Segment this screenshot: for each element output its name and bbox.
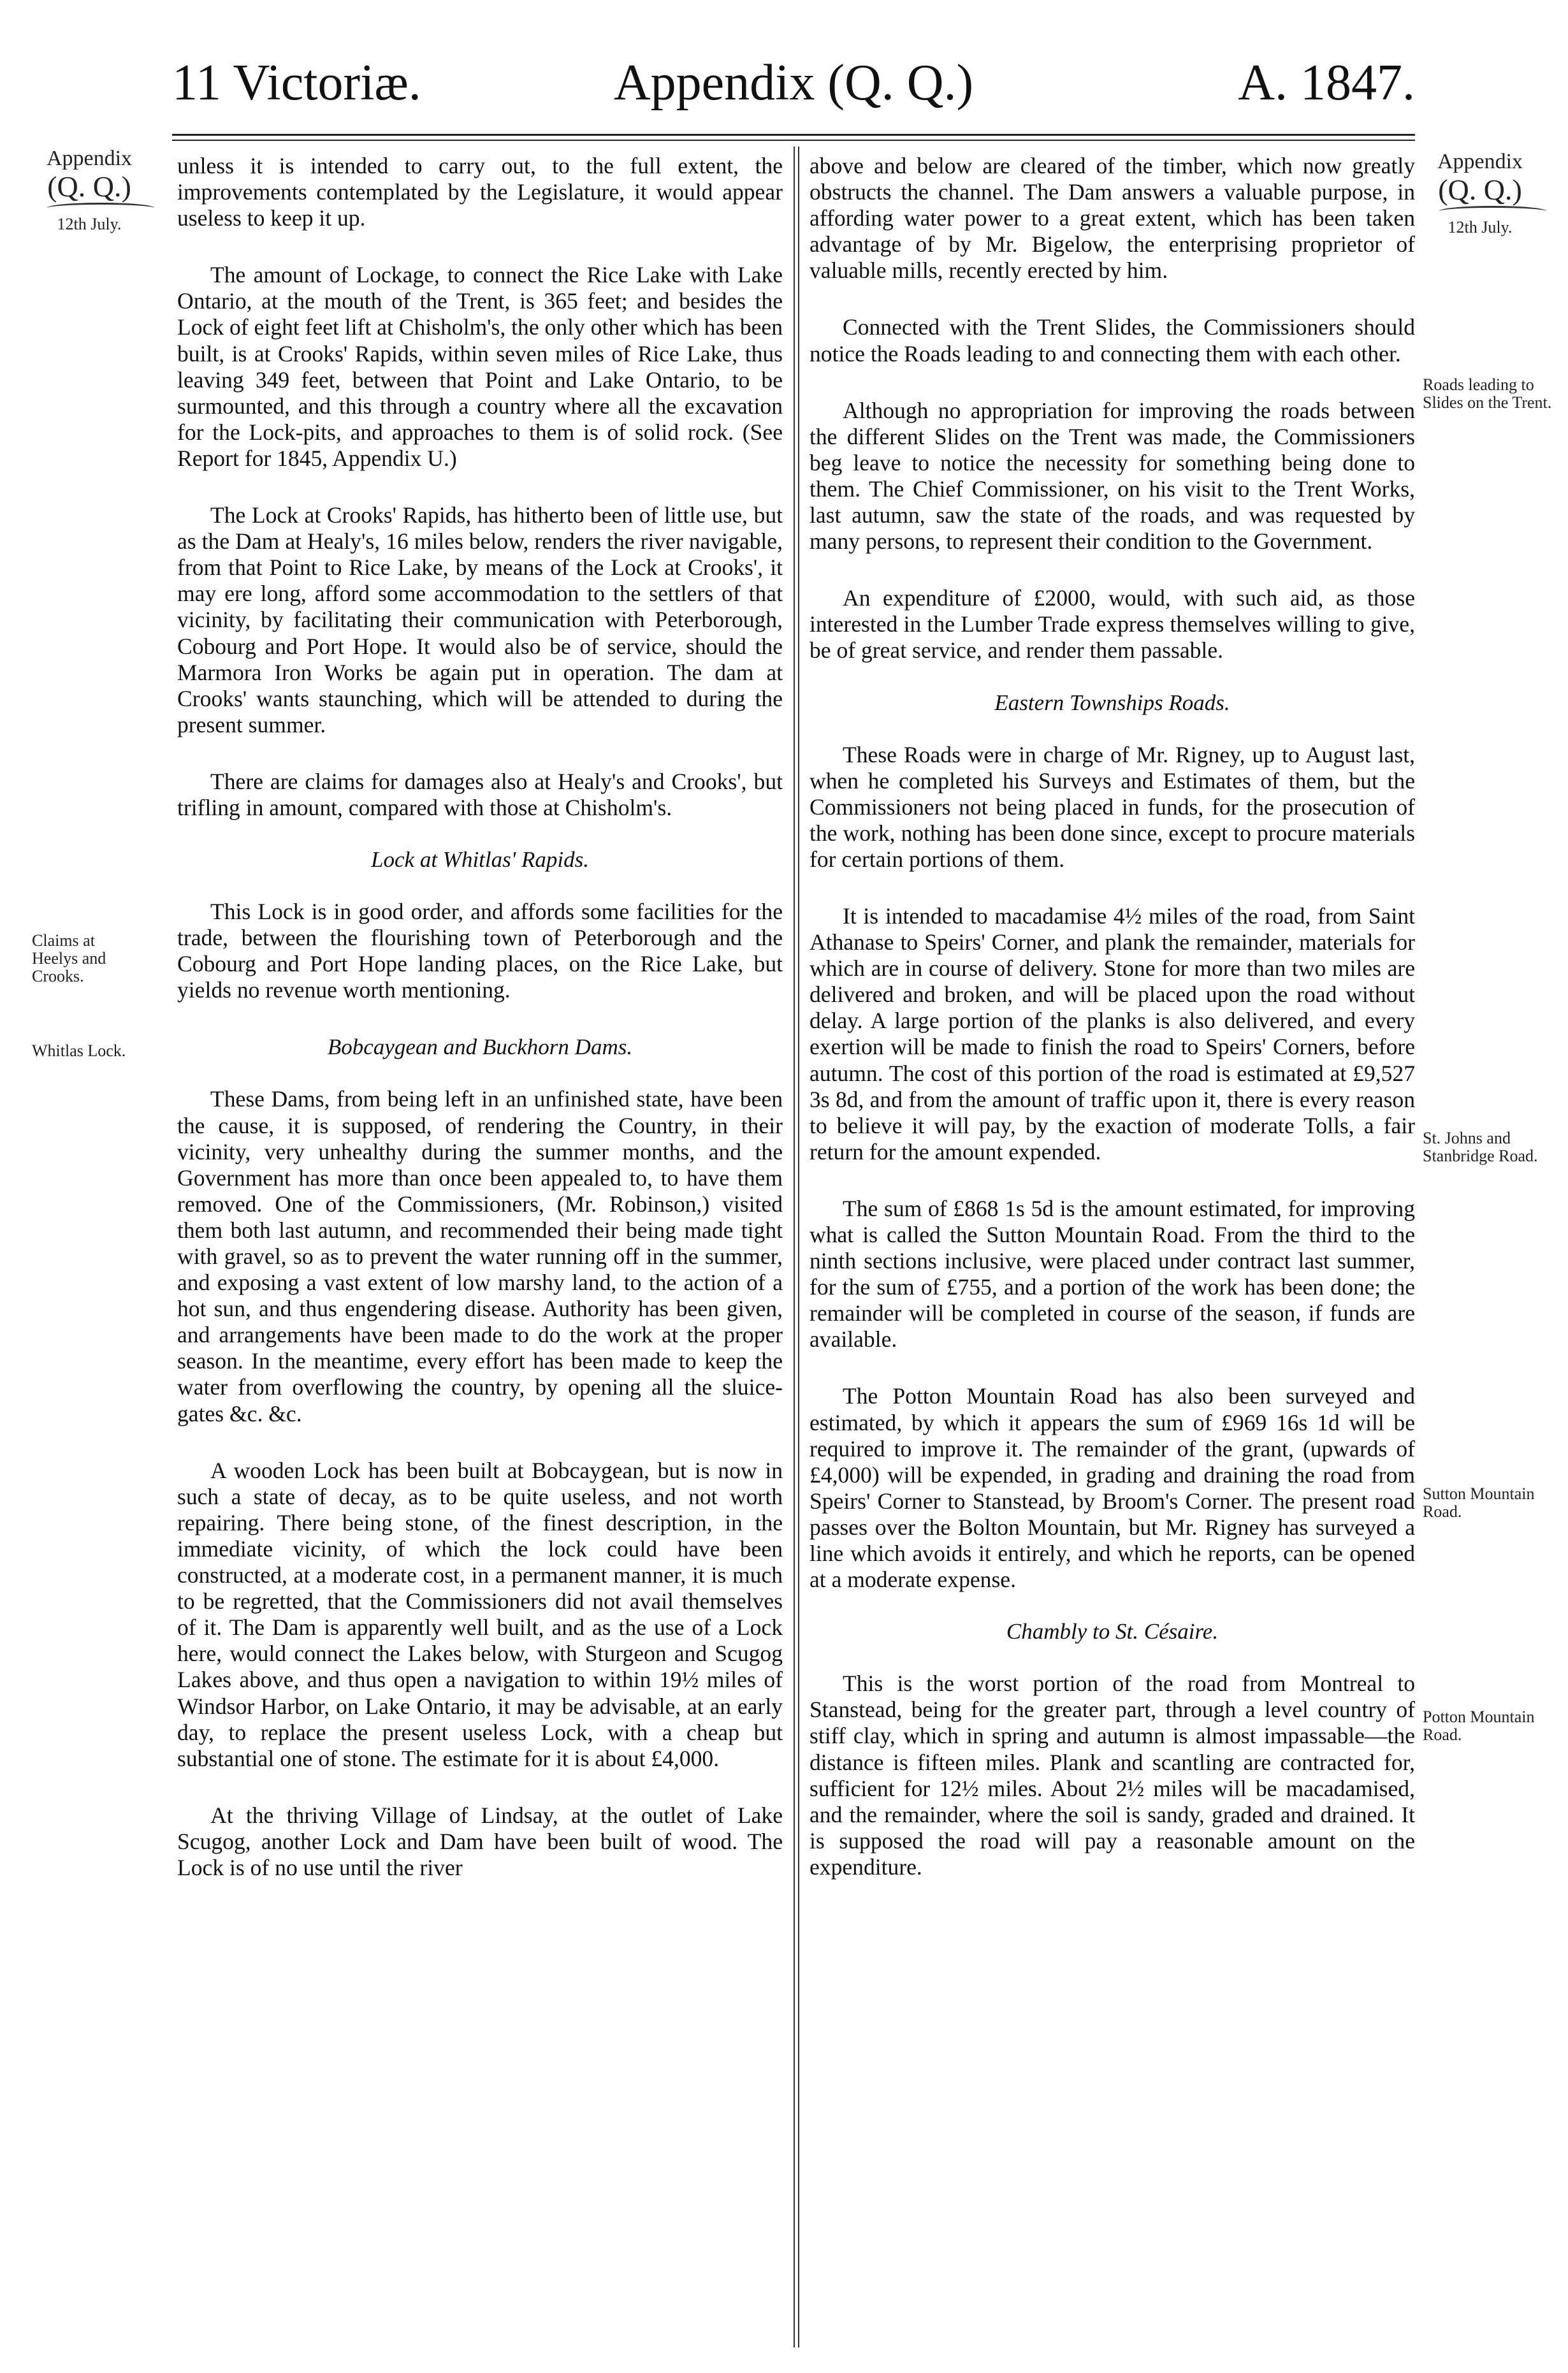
heading-whitlas-rapids: Lock at Whitlas' Rapids. [371, 847, 589, 873]
header-rule [172, 134, 1415, 141]
brace-right [1439, 206, 1547, 217]
appendix-code-right: (Q. Q.) [1438, 173, 1522, 206]
margin-note-roads-leading: Roads leading to Slides on the Trent. [1423, 375, 1552, 412]
margin-note-st-johns: St. Johns and Stanbridge Road. [1423, 1129, 1538, 1165]
heading-eastern-townships: Eastern Townships Roads. [994, 690, 1230, 715]
paragraph-lockage-continued: unless it is intended to carry out, to the full extent, the improvements contemplated by the Legislature, it would appear useless to keep it up. [177, 153, 783, 231]
header-year: A. 1847. [1238, 55, 1415, 111]
paragraph-lindsay: At the thriving Village of Lindsay, at the outlet of Lake Scugog, another Lock and Dam have been built of wood. The Lock is of no use until the river [177, 1802, 783, 1880]
left-column [177, 153, 783, 1912]
appendix-marker-left [32, 147, 169, 234]
paragraph-wooden-lock: A wooden Lock has been built at Bobcaygean, but is now in such a state of decay, as to be quite useless, and not worth repairing. There being stone, of the finest description, in the immediate vicinity, of which the lock could have been constructed, at a moderate cost, in a permanent manner, it is much to be regretted, that the Commissioners did not avail themselves of it. The Dam is apparently well built, and as the use of a Lock here, would connect the Lakes below, with Sturgeon and Scugog Lakes above, and thus open a navigation to within 19½ miles of Windsor Harbor, on Lake Ontario, it may be advisable, at an early day, to replace the present useless Lock, with a cheap but substantial one of stone. The estimate for it is about £4,000. [177, 1457, 783, 1771]
paragraph-whitlas-lock: This Lock is in good order, and affords some facilities for the trade, between the flourishing town of Peterborough and the Cobourg and Port Hope landing places, on the Rice Lake, but yields no revenue worth mentioning. [177, 899, 783, 1003]
paragraph-dam-water-power: above and below are cleared of the timber, which now greatly obstructs the channel. The Dam answers a valuable purpose, in affording water power to a great extent, which has been taken advantage of by Mr. Bigelow, the enterprising proprietor of valuable mills, recently erected by him. [809, 153, 1415, 284]
paragraph-dams-unhealthy: These Dams, from being left in an unfinished state, have been the cause, it is supposed, of rendering the Country, in their vicinity, very unhealthy during the summer months, and the Government has more than once been appealed to, to have them removed. One of the Commissioners, (Mr. Robinson,) visited them both last autumn, and recommended their being made tight with gravel, so as to prevent the water running off in the summer, and exposing a vast extent of low marshy land, to the action of a hot sun, and thus engendering disease. Authority has been given, and arrangements have been made to do the work at the proper season. In the meantime, every effort has been made to keep the water from overflowing the country, by opening all the sluice-gates &c. &c. [177, 1086, 783, 1426]
page-header [172, 51, 1415, 115]
heading-bobcaygean-buckhorn: Bobcaygean and Buckhorn Dams. [327, 1034, 633, 1060]
margin-note-sutton: Sutton Mountain Road. [1423, 1484, 1535, 1521]
appendix-label-right: Appendix [1437, 150, 1523, 173]
margin-note-potton: Potton Mountain Road. [1423, 1708, 1535, 1744]
right-column [809, 153, 1415, 1911]
appendix-code-left: (Q. Q.) [47, 170, 131, 203]
paragraph-crooks-rapids: The Lock at Crooks' Rapids, has hitherto been of little use, but as the Dam at Healy's, 16 miles below, renders the river navigable, from that Point to Rice Lake, by means of the Lock at Crooks', it may ere long, afford some accommodation to the settlers of that vicinity, by facilitating their communication with Peterborough, Cobourg and Port Hope. It would also be of service, should the Marmora Iron Works be again put in operation. The dam at Crooks' wants staunching, which will be attended to during the present summer. [177, 502, 783, 737]
paragraph-expenditure-2000: An expenditure of £2000, would, with such aid, as those interested in the Lumber Trade express themselves willing to give, be of great service, and render them passable. [809, 585, 1415, 664]
margin-note-whitlas: Whitlas Lock. [32, 1041, 126, 1060]
paragraph-sutton-mountain: The sum of £868 1s 5d is the amount estimated, for improving what is called the Sutton Mountain Road. From the third to the ninth sections inclusive, were placed under contract last summer, for the sum of £755, and a portion of the work has been done; the remainder will be completed in course of the season, if funds are available. [809, 1195, 1415, 1353]
paragraph-chambly-road: This is the worst portion of the road from Montreal to Stanstead, being for the greater part, through a level country of stiff clay, which in spring and autumn is almost impassable—the distance is fifteen miles. Plank and scantling are contracted for, sufficient for 12½ miles. About 2½ miles will be macadamised, and the remainder, where the soil is sandy, graded and drained. It is supposed the road will pay a reasonable amount on the expenditure. [809, 1671, 1415, 1880]
paragraph-trent-slides-roads: Connected with the Trent Slides, the Commissioners should notice the Roads leading to and connecting them with each other. [809, 314, 1415, 366]
appendix-label-left: Appendix [46, 147, 133, 170]
paragraph-no-appropriation: Although no appropriation for improving the roads between the different Slides on the Trent was made, the Commissioners beg leave to notice the necessity for something being done to them. The Chief Commissioner, on his visit to the Trent Works, last autumn, saw the state of the roads, and was requested by many persons, to represent their condition to the Government. [809, 397, 1415, 555]
paragraph-amount-of-lockage: The amount of Lockage, to connect the Rice Lake with Lake Ontario, at the mouth of the Trent, is 365 feet; and besides the Lock of eight feet lift at Chisholm's, the only other which has been built, is at Crooks' Rapids, within seven miles of Rice Lake, thus leaving 349 feet, between that Point and Lake Ontario, to be surmounted, and this through a country where all the excavation for the Lock-pits, and approaches to them is of solid rock. (See Report for 1845, Appendix U.) [177, 262, 783, 471]
header-session: 11 Victoriæ. [172, 55, 421, 111]
heading-chambly: Chambly to St. Césaire. [1006, 1619, 1219, 1644]
paragraph-claims: There are claims for damages also at Healy's and Crooks', but trifling in amount, compared with those at Chisholm's. [177, 768, 783, 820]
brace-left [47, 203, 155, 214]
appendix-marker-right [1423, 150, 1563, 237]
appendix-date-right: 12th July. [1448, 218, 1513, 236]
header-appendix-title: Appendix (Q. Q.) [613, 55, 974, 111]
margin-note-claims: Claims at Heelys and Crooks. [32, 931, 106, 985]
paragraph-macadamise: It is intended to macadamise 4½ miles of the road, from Saint Athanase to Speirs' Corner, and plank the remainder, materials for which are in course of delivery. Stone for more than two miles are delivered and broken, and will be placed upon the road without delay. A large portion of the planks is also delivered, and every exertion will be made to finish the road to Speirs' Corners, before autumn. The cost of this portion of the road is estimated at £9,527 3s 8d, and from the amount of traffic upon it, there is every reason to believe it will pay, by the exaction of moderate Tolls, a fair return for the amount expended. [809, 903, 1415, 1165]
appendix-date-left: 12th July. [57, 215, 122, 233]
column-divider [794, 147, 799, 2348]
paragraph-potton-mountain: The Potton Mountain Road has also been surveyed and estimated, by which it appears the sum of £969 16s 1d will be required to improve it. The remainder of the grant, (upwards of £4,000) will be expended, in grading and draining the road from Speirs' Corner to Stanstead, by Broom's Corner. The present road passes over the Bolton Mountain, but Mr. Rigney has surveyed a line which avoids it entirely, and which he reports, can be opened at a moderate expense. [809, 1383, 1415, 1593]
paragraph-rigney-surveys: These Roads were in charge of Mr. Rigney, up to August last, when he completed his Surveys and Estimates of them, but the Commissioners not being placed in funds, for the prosecution of the work, nothing has been done since, except to procure materials for certain portions of them. [809, 741, 1415, 872]
